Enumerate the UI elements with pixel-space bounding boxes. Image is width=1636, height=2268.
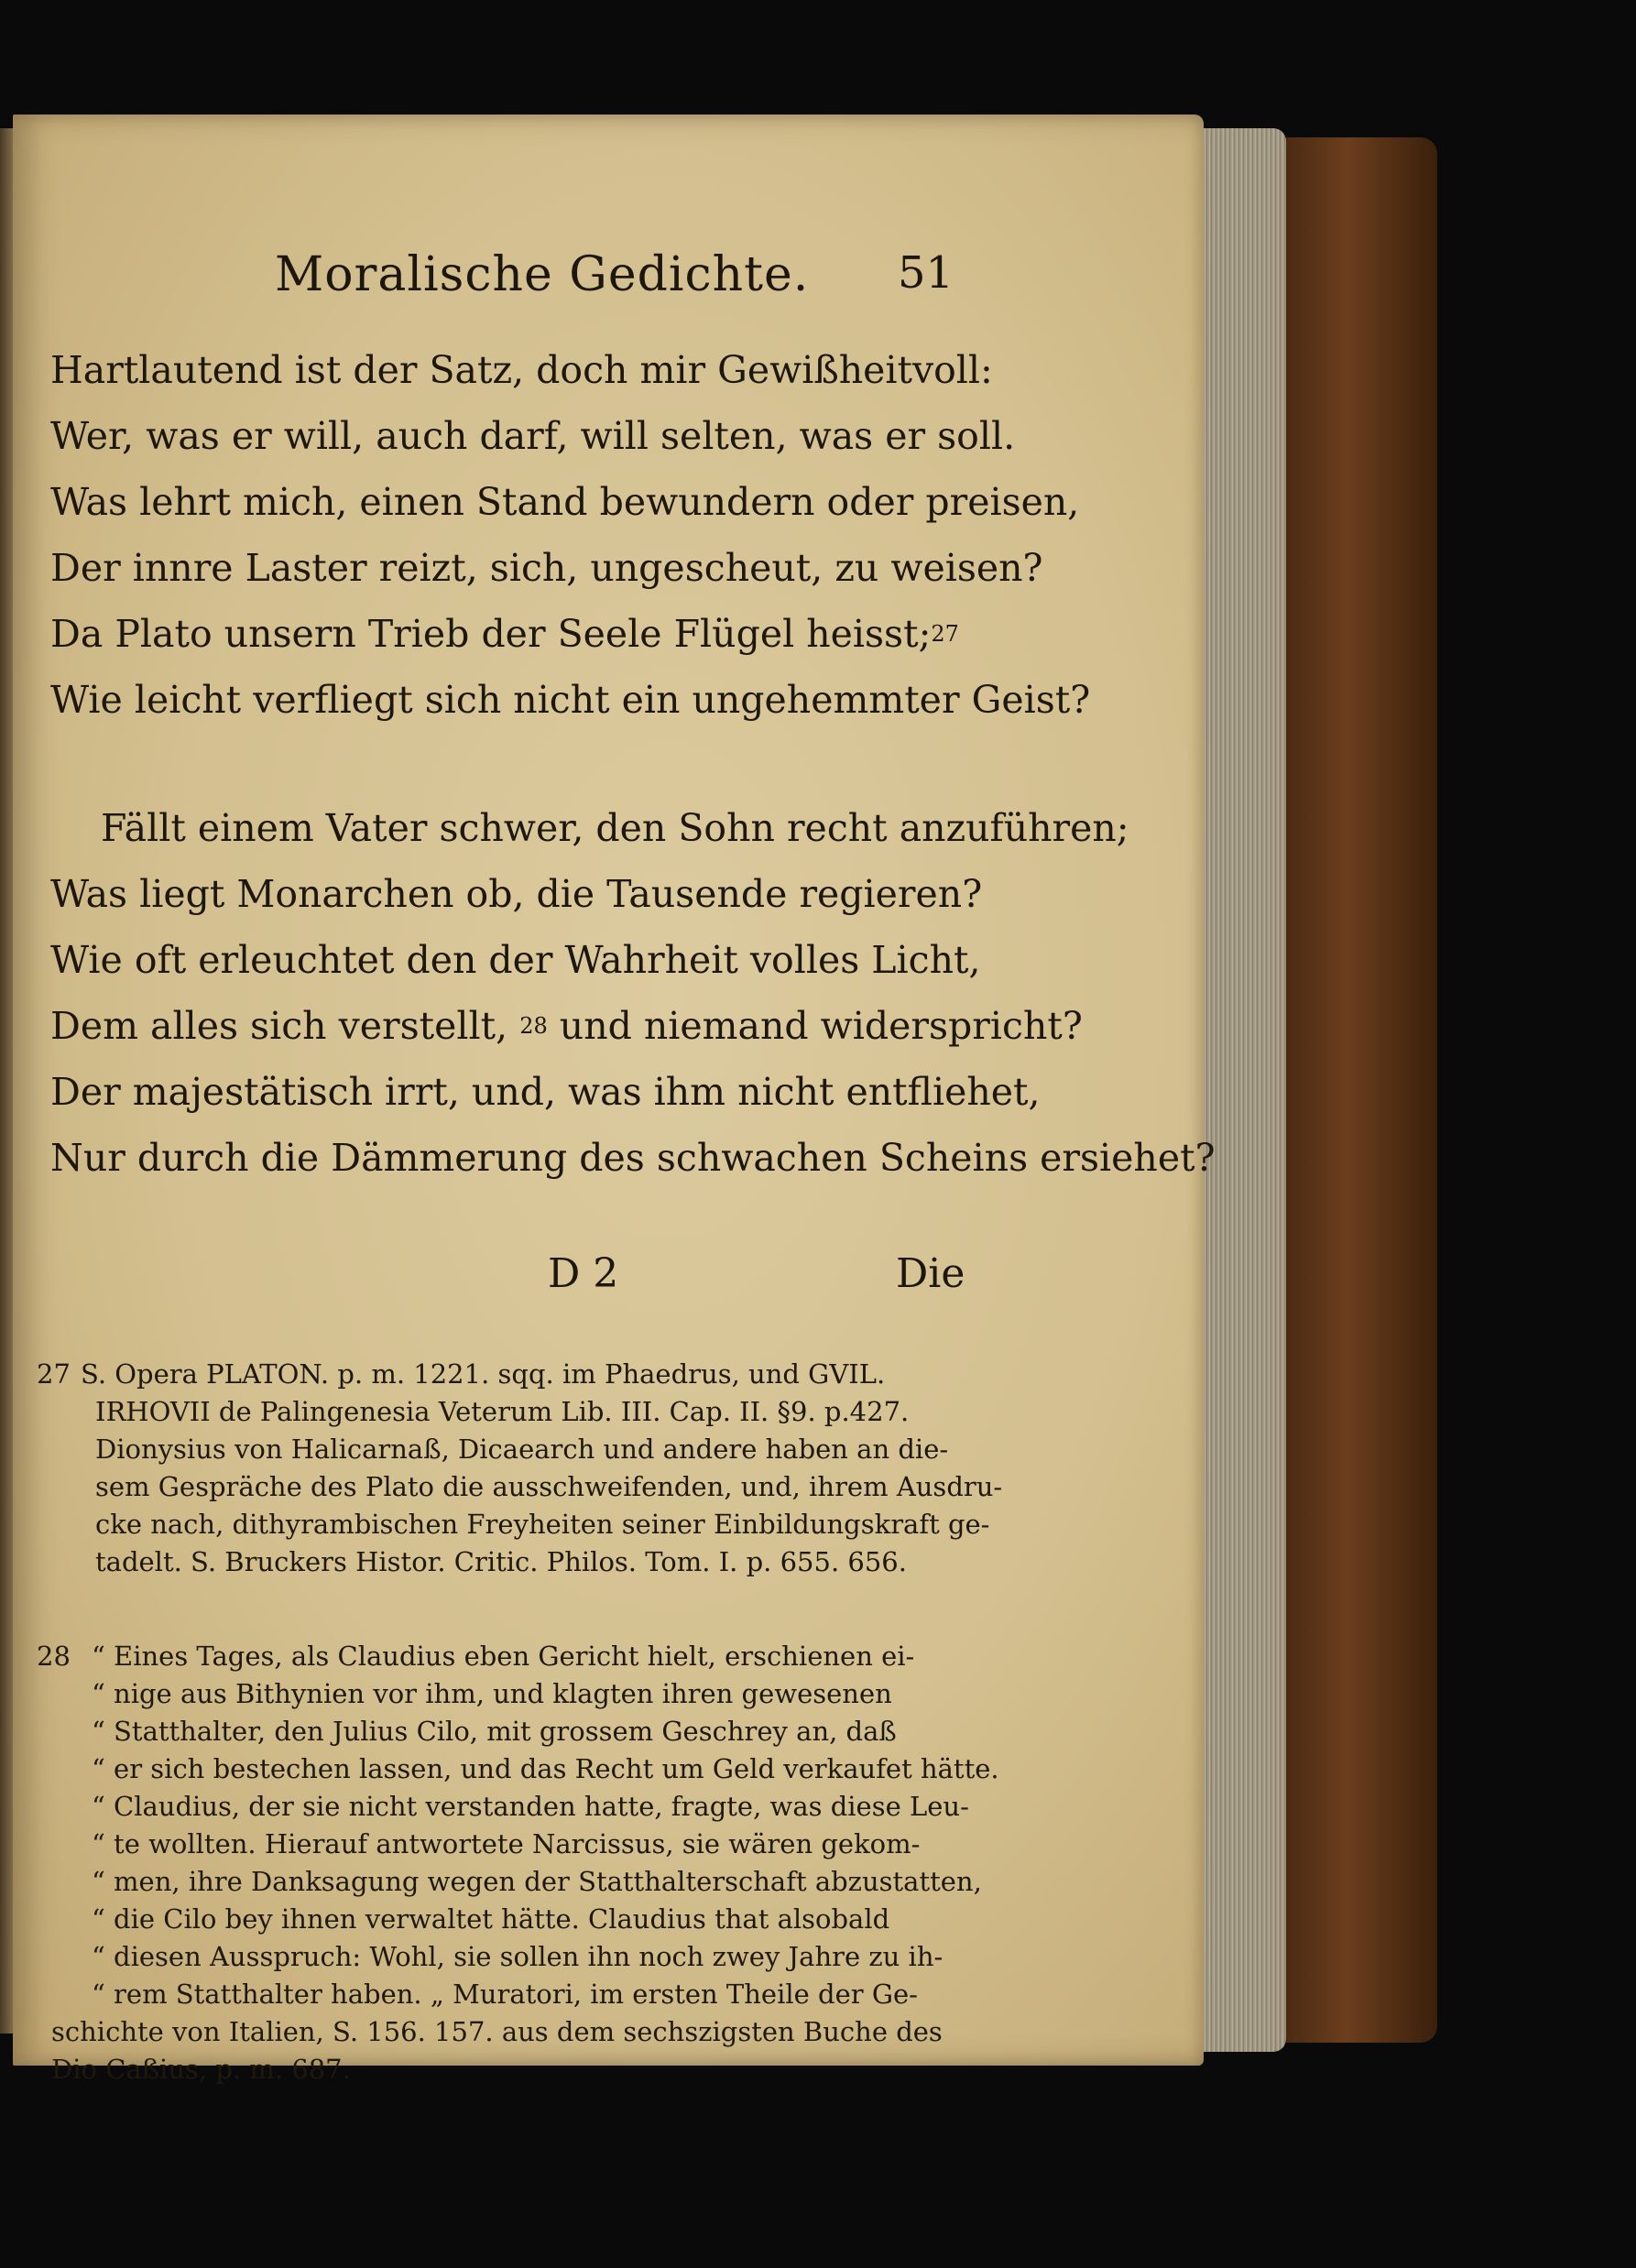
book-cover bbox=[1286, 137, 1437, 2043]
poem-line: Was liegt Monarchen ob, die Tausende regieren? bbox=[50, 872, 983, 916]
poem-line: Nur durch die Dämmerung des schwachen Scheins ersiehet? bbox=[50, 1136, 1216, 1180]
footnote-line: IRHOVII de Palingenesia Veterum Lib. III. Cap. II. §9. p.427. bbox=[95, 1396, 910, 1427]
footnote-28 bbox=[37, 1638, 999, 2088]
footnote-line: cke nach, dithyrambischen Freyheiten seiner Einbildungskraft ge- bbox=[95, 1509, 990, 1540]
footnote-mark: 28 bbox=[37, 1641, 71, 1672]
signature-mark: D 2 bbox=[548, 1250, 619, 1297]
poem-line: Der majestätisch irrt, und, was ihm nicht entfliehet, bbox=[50, 1070, 1041, 1114]
poem-line: Wie oft erleuchtet den der Wahrheit volles Licht, bbox=[50, 938, 981, 982]
catchword: Die bbox=[896, 1250, 965, 1297]
poem-line bbox=[50, 612, 959, 656]
page-block-edges bbox=[1204, 128, 1286, 2052]
footnote-27 bbox=[37, 1356, 1002, 1581]
page-number: 51 bbox=[898, 247, 954, 299]
footnote-line: schichte von Italien, S. 156. 157. aus dem sechszigsten Buche des bbox=[51, 2016, 943, 2047]
footnote-line: “ Statthalter, den Julius Cilo, mit grossem Geschrey an, daß bbox=[92, 1716, 897, 1747]
poem-line-text: Dem alles sich verstellt, bbox=[50, 1004, 508, 1048]
poem-line bbox=[50, 1004, 1083, 1048]
footnote-mark: 27 bbox=[37, 1358, 71, 1390]
footnote-line: “ diesen Ausspruch: Wohl, sie sollen ihn noch zwey Jahre zu ih- bbox=[92, 1941, 943, 1972]
poem-line-text: und niemand widerspricht? bbox=[559, 1004, 1083, 1048]
footnote-line: “ nige aus Bithynien vor ihm, und klagten ihren gewesenen bbox=[92, 1678, 892, 1709]
footnote-line: “ die Cilo bey ihnen verwaltet hätte. Claudius that alsobald bbox=[92, 1903, 890, 1935]
footnote-ref-28: 28 bbox=[519, 1013, 548, 1039]
footnote-line: tadelt. S. Bruckers Histor. Critic. Philos. Tom. I. p. 655. 656. bbox=[95, 1546, 907, 1577]
footnote-line: “ Eines Tages, als Claudius eben Gericht hielt, erschienen ei- bbox=[92, 1641, 915, 1672]
poem-line: Was lehrt mich, einen Stand bewundern oder preisen, bbox=[50, 480, 1080, 524]
poem-line: Fällt einem Vater schwer, den Sohn recht anzuführen; bbox=[101, 806, 1129, 850]
footnote-line: “ men, ihre Danksagung wegen der Statthalterschaft abzustatten, bbox=[92, 1866, 982, 1897]
footnote-body bbox=[37, 1356, 1002, 1581]
page-header bbox=[0, 247, 1636, 311]
footnote-line: Dio Caßius, p. m. 687. bbox=[51, 2054, 351, 2085]
poem-line: Wie leicht verfliegt sich nicht ein ungehemmter Geist? bbox=[50, 678, 1091, 722]
footnote-line: “ rem Statthalter haben. „ Muratori, im ersten Theile der Ge- bbox=[92, 1979, 918, 2010]
footnote-line: sem Gespräche des Plato die ausschweifenden, und, ihrem Ausdru- bbox=[95, 1471, 1003, 1502]
poem-line-text: Da Plato unsern Trieb der Seele Flügel heisst; bbox=[50, 612, 932, 656]
footnote-line: “ Claudius, der sie nicht verstanden hatte, fragte, was diese Leu- bbox=[92, 1791, 969, 1822]
poem-line: Wer, was er will, auch darf, will selten, was er soll. bbox=[50, 414, 1016, 458]
footnote-ref-27: 27 bbox=[931, 621, 959, 647]
running-title: Moralische Gedichte. bbox=[275, 247, 810, 302]
footnote-line: Dionysius von Halicarnaß, Dicaearch und andere haben an die- bbox=[95, 1434, 949, 1465]
poem-line: Der innre Laster reizt, sich, ungescheut, zu weisen? bbox=[50, 546, 1043, 590]
footnote-line: “ te wollten. Hierauf antwortete Narcissus, sie wären gekom- bbox=[92, 1828, 921, 1859]
footnote-line: S. Opera PLATON. p. m. 1221. sqq. im Phaedrus, und GVIL. bbox=[81, 1358, 886, 1390]
footnote-line: “ er sich bestechen lassen, und das Recht um Geld verkaufet hätte. bbox=[92, 1753, 999, 1784]
poem-line: Hartlautend ist der Satz, doch mir Gewißheitvoll: bbox=[50, 348, 993, 392]
